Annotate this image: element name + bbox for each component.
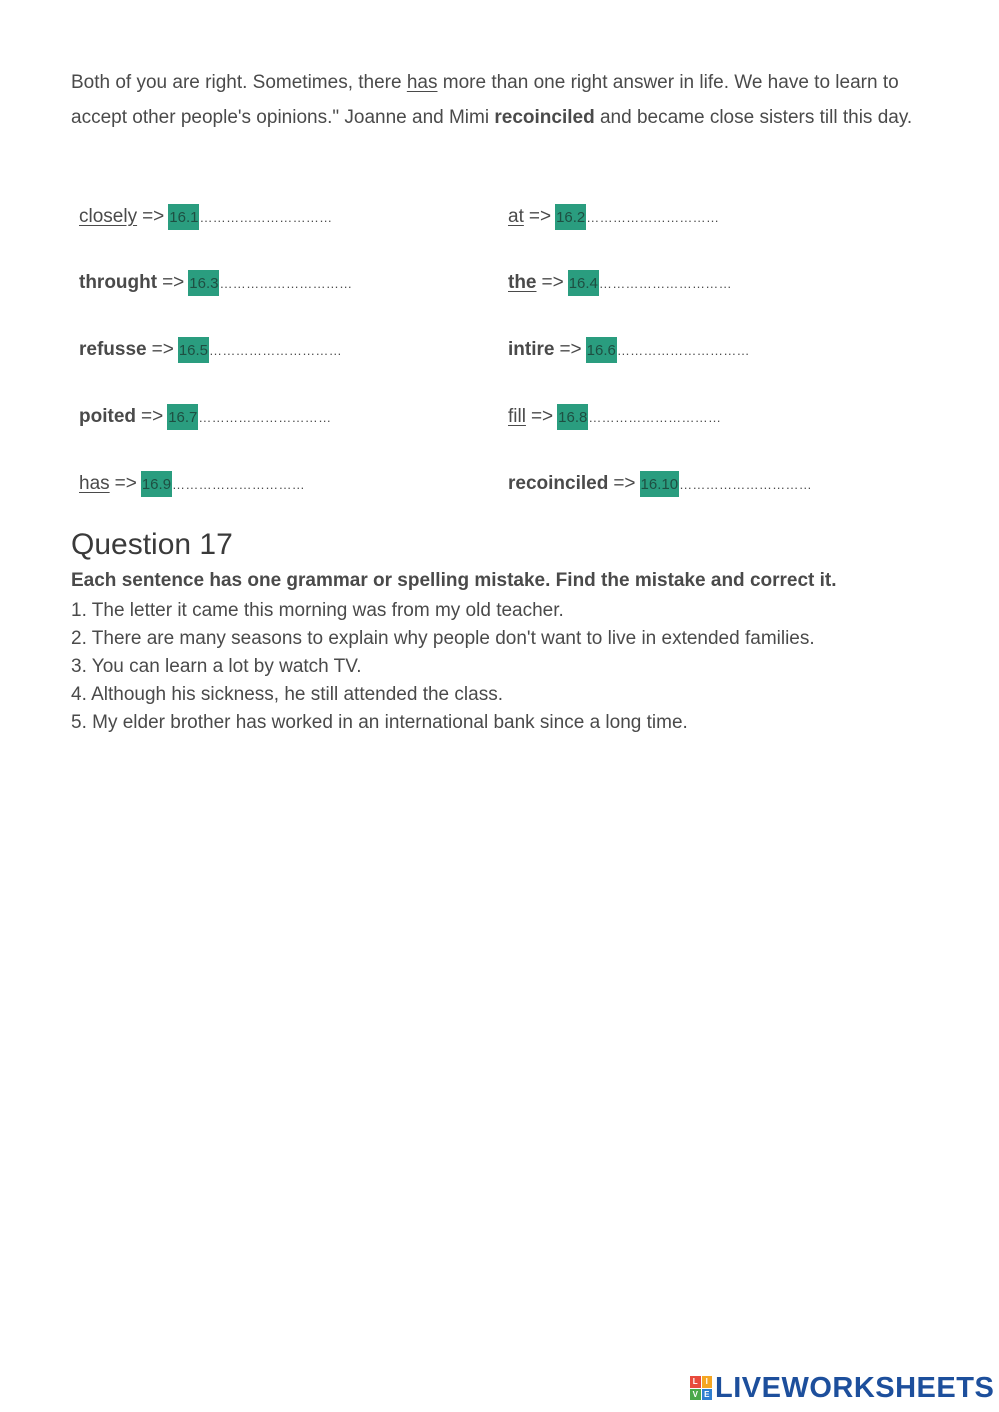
answer-dots: ………………………… <box>616 343 750 358</box>
item-word: intire <box>508 339 555 360</box>
question-instruction: Each sentence has one grammar or spelling mistake. Find the mistake and correct it. <box>71 570 837 591</box>
answer-item <box>508 337 750 363</box>
item-word: the <box>508 272 537 293</box>
liveworksheets-logo <box>690 1372 994 1404</box>
logo-icon-letter: L <box>690 1376 701 1388</box>
answer-item <box>508 204 719 230</box>
item-word: closely <box>79 206 138 227</box>
sentence-item: 3. You can learn a lot by watch TV. <box>71 656 362 677</box>
answer-dots: ………………………… <box>199 210 333 225</box>
answer-dots: ………………………… <box>198 410 332 425</box>
arrow: => <box>151 339 174 360</box>
answer-box-16-8[interactable]: 16.8 <box>557 404 588 430</box>
sentence-item: 5. My elder brother has worked in an international bank since a long time. <box>71 712 688 733</box>
arrow: => <box>114 473 137 494</box>
arrow: => <box>162 272 185 293</box>
sentence-item: 2. There are many seasons to explain why people don't want to live in extended families. <box>71 628 815 649</box>
answer-box-16-10[interactable]: 16.10 <box>640 471 680 497</box>
underlined-word-has: has <box>406 72 438 93</box>
arrow: => <box>141 406 164 427</box>
answer-item <box>508 404 721 430</box>
answer-dots: ………………………… <box>598 276 732 291</box>
answer-dots: ………………………… <box>679 477 813 492</box>
logo-icon-letter: I <box>702 1376 713 1388</box>
item-word: fill <box>508 406 526 427</box>
answer-item <box>508 471 812 497</box>
item-word: refusse <box>79 339 147 360</box>
logo-text: LIVEWORKSHEETS <box>715 1371 995 1404</box>
logo-icon <box>690 1376 712 1400</box>
item-word: throught <box>79 272 158 293</box>
item-word: poited <box>79 406 136 427</box>
answer-item <box>79 204 332 230</box>
answer-dots: ………………………… <box>588 410 722 425</box>
item-word: has <box>79 473 110 494</box>
answer-box-16-9[interactable]: 16.9 <box>141 471 172 497</box>
logo-icon-letter: V <box>690 1389 701 1401</box>
question-title: Question 17 <box>71 528 233 561</box>
item-word: at <box>508 206 524 227</box>
arrow: => <box>530 406 554 427</box>
sentence-item: 4. Although his sickness, he still attended the class. <box>71 684 503 705</box>
answer-dots: ………………………… <box>172 477 306 492</box>
answer-item <box>79 404 331 430</box>
sentence-list <box>71 597 815 737</box>
arrow: => <box>142 206 165 227</box>
answer-item <box>508 270 732 296</box>
answer-item <box>79 337 342 363</box>
sentence-item: 1. The letter it came this morning was from my old teacher. <box>71 600 564 621</box>
answer-box-16-1[interactable]: 16.1 <box>168 204 199 230</box>
answer-dots: ………………………… <box>209 343 343 358</box>
answer-dots: ………………………… <box>586 210 720 225</box>
passage-paragraph: Both of you are right. Sometimes, there has more than one right answer in life. We have to learn to accept other people's opinions." Joanne and Mimi recoinciled and became close sisters till this day. <box>71 72 913 128</box>
answer-box-16-6[interactable]: 16.6 <box>586 337 617 363</box>
answer-item <box>79 471 305 497</box>
arrow: => <box>541 272 564 293</box>
arrow: => <box>559 339 582 360</box>
arrow: => <box>528 206 552 227</box>
answer-box-16-3[interactable]: 16.3 <box>188 270 219 296</box>
answer-box-16-5[interactable]: 16.5 <box>178 337 209 363</box>
answer-dots: ………………………… <box>219 276 353 291</box>
arrow: => <box>613 473 636 494</box>
answer-box-16-7[interactable]: 16.7 <box>167 404 198 430</box>
answer-box-16-2[interactable]: 16.2 <box>555 204 586 230</box>
logo-icon-letter: E <box>702 1389 713 1401</box>
answer-box-16-4[interactable]: 16.4 <box>568 270 599 296</box>
bold-word-recoinciled: recoinciled <box>494 106 595 128</box>
answer-item <box>79 270 352 296</box>
item-word: recoinciled <box>508 473 609 494</box>
